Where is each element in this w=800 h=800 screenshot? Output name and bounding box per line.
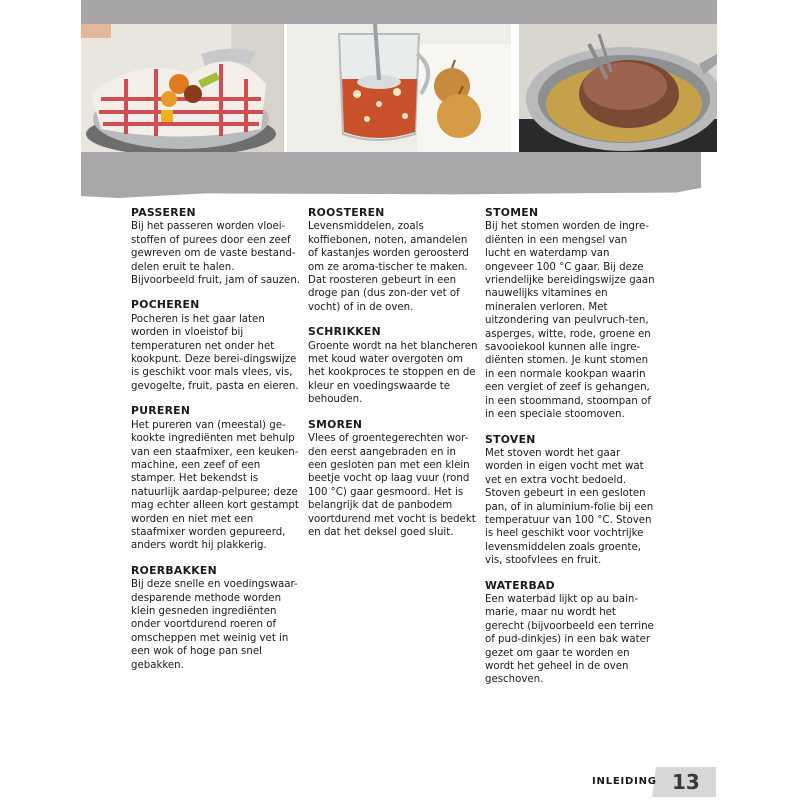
entry-pocheren <box>131 298 301 393</box>
page-number: 13 <box>672 770 700 794</box>
entry-stomen <box>485 206 655 422</box>
entry-pureren <box>131 404 301 552</box>
entry-stoven <box>485 433 655 568</box>
entry-heading: PUREREN <box>131 404 191 418</box>
entry-heading: PASSEREN <box>131 206 196 219</box>
sieve-vegetables-photo <box>81 24 284 152</box>
entry-text: Bij deze snelle en voedingswaar-desparende methode worden klein gesneden ingrediënten onder voortdurend roeren of omscheppen met weinig vet in een wok of hoge pan snel gebakken. <box>131 579 298 671</box>
entry-smoren <box>308 418 478 540</box>
entry-waterbad <box>485 579 655 687</box>
entry-heading: WATERBAD <box>485 578 555 592</box>
section-label: INLEIDING <box>592 776 657 787</box>
entry-schrikken <box>308 325 478 406</box>
entry-heading: STOMEN <box>485 206 539 219</box>
entry-text: Pocheren is het gaar laten worden in vloeistof bij temperaturen net onder het kookpunt. Deze berei-dingswijze is geschikt voor mals vlees, vis, gevogelte, fruit, pasta en eieren. <box>131 313 299 392</box>
text-column-2 <box>308 206 478 550</box>
entry-text: Met stoven wordt het gaar worden in eigen vocht met wat vet en extra vocht bedoeld. Stoven gebeurt in een gesloten pan, of in aluminium-folie bij een temperatuur van 100 °C. Stoven is heel geschikt voor vochtrijke levensmiddelen zoals groente, vis, stoofvlees en fruit. <box>485 447 654 567</box>
entry-heading: ROOSTEREN <box>308 206 385 219</box>
entry-heading: SMOREN <box>308 417 363 431</box>
entry-text: Groente wordt na het blancheren met koud water overgoten om het kookproces te stoppen en de kleur en voedingswaarde te behouden. <box>308 340 478 406</box>
entry-heading: POCHEREN <box>131 298 200 312</box>
entry-passeren <box>131 206 301 287</box>
entry-text: Levensmiddelen, zoals koffiebonen, noten, amandelen of kastanjes worden geroosterd om ze aroma-tischer te maken. Dat roosteren gebeurt in een droge pan (dus zon-der vet of vocht) of in de oven. <box>308 221 469 313</box>
entry-text: Vlees of groentegerechten wor-den eerst aangebraden en in een gesloten pan met een klein beetje vocht op laag vuur (rond 100 °C) gaar gesmoord. Het is belangrijk dat de panbodem voortdurend met vocht is bedekt en dat het deksel goed sluit. <box>308 433 476 538</box>
top-gray-band <box>81 0 717 24</box>
measuring-jug-onions-photo <box>287 24 511 152</box>
text-column-3 <box>485 206 655 698</box>
entry-heading: ROERBAKKEN <box>131 563 217 577</box>
entry-heading: STOVEN <box>485 432 536 446</box>
gray-brush-band <box>81 152 701 198</box>
text-column-1 <box>131 206 301 683</box>
entry-roerbakken <box>131 564 301 672</box>
entry-text: Bij het stomen worden de ingre-diënten in een mengsel van lucht en waterdamp van ongeveer 100 °C gaar. Bij deze vriendelijke bereidingswijze gaan nauwelijks vitamines en mineralen verloren. Met uitzondering van peulvruch-ten, asperges, witte, rode, groene en savooiekool kunnen alle ingre-diënten stomen. Je kunt stomen in een normale kookpan waarin een vergiet of zeef is gehangen, in een stoommand, stoompan of in een speciale stoomoven. <box>485 221 655 421</box>
entry-text: Het pureren van (meestal) ge-kookte ingrediënten met behulp van een staafmixer, een keuken-machine, een zeef of een stamper. Het bekendst is natuurlijk aardap-pelpuree; deze mag echter alleen kort gestampt worden en niet met een staafmixer worden gepureerd, anders wordt hij plakkerig. <box>131 419 299 552</box>
entry-text: Bij het passeren worden vloei-stoffen of purees door een zeef gewreven om de vaste bestand-delen eruit te halen. Bijvoorbeeld fruit, jam of sauzen. <box>131 221 301 287</box>
entry-heading: SCHRIKKEN <box>308 325 381 339</box>
roast-in-pan-photo <box>519 24 717 152</box>
entry-text: Een waterbad lijkt op au bain-marie, maar nu wordt het gerecht (bijvoorbeeld een terrine of pud-dinkjes) in een bak water gezet om gaar te worden en wordt het geheel in de oven geschoven. <box>485 593 654 686</box>
entry-roosteren <box>308 206 478 314</box>
